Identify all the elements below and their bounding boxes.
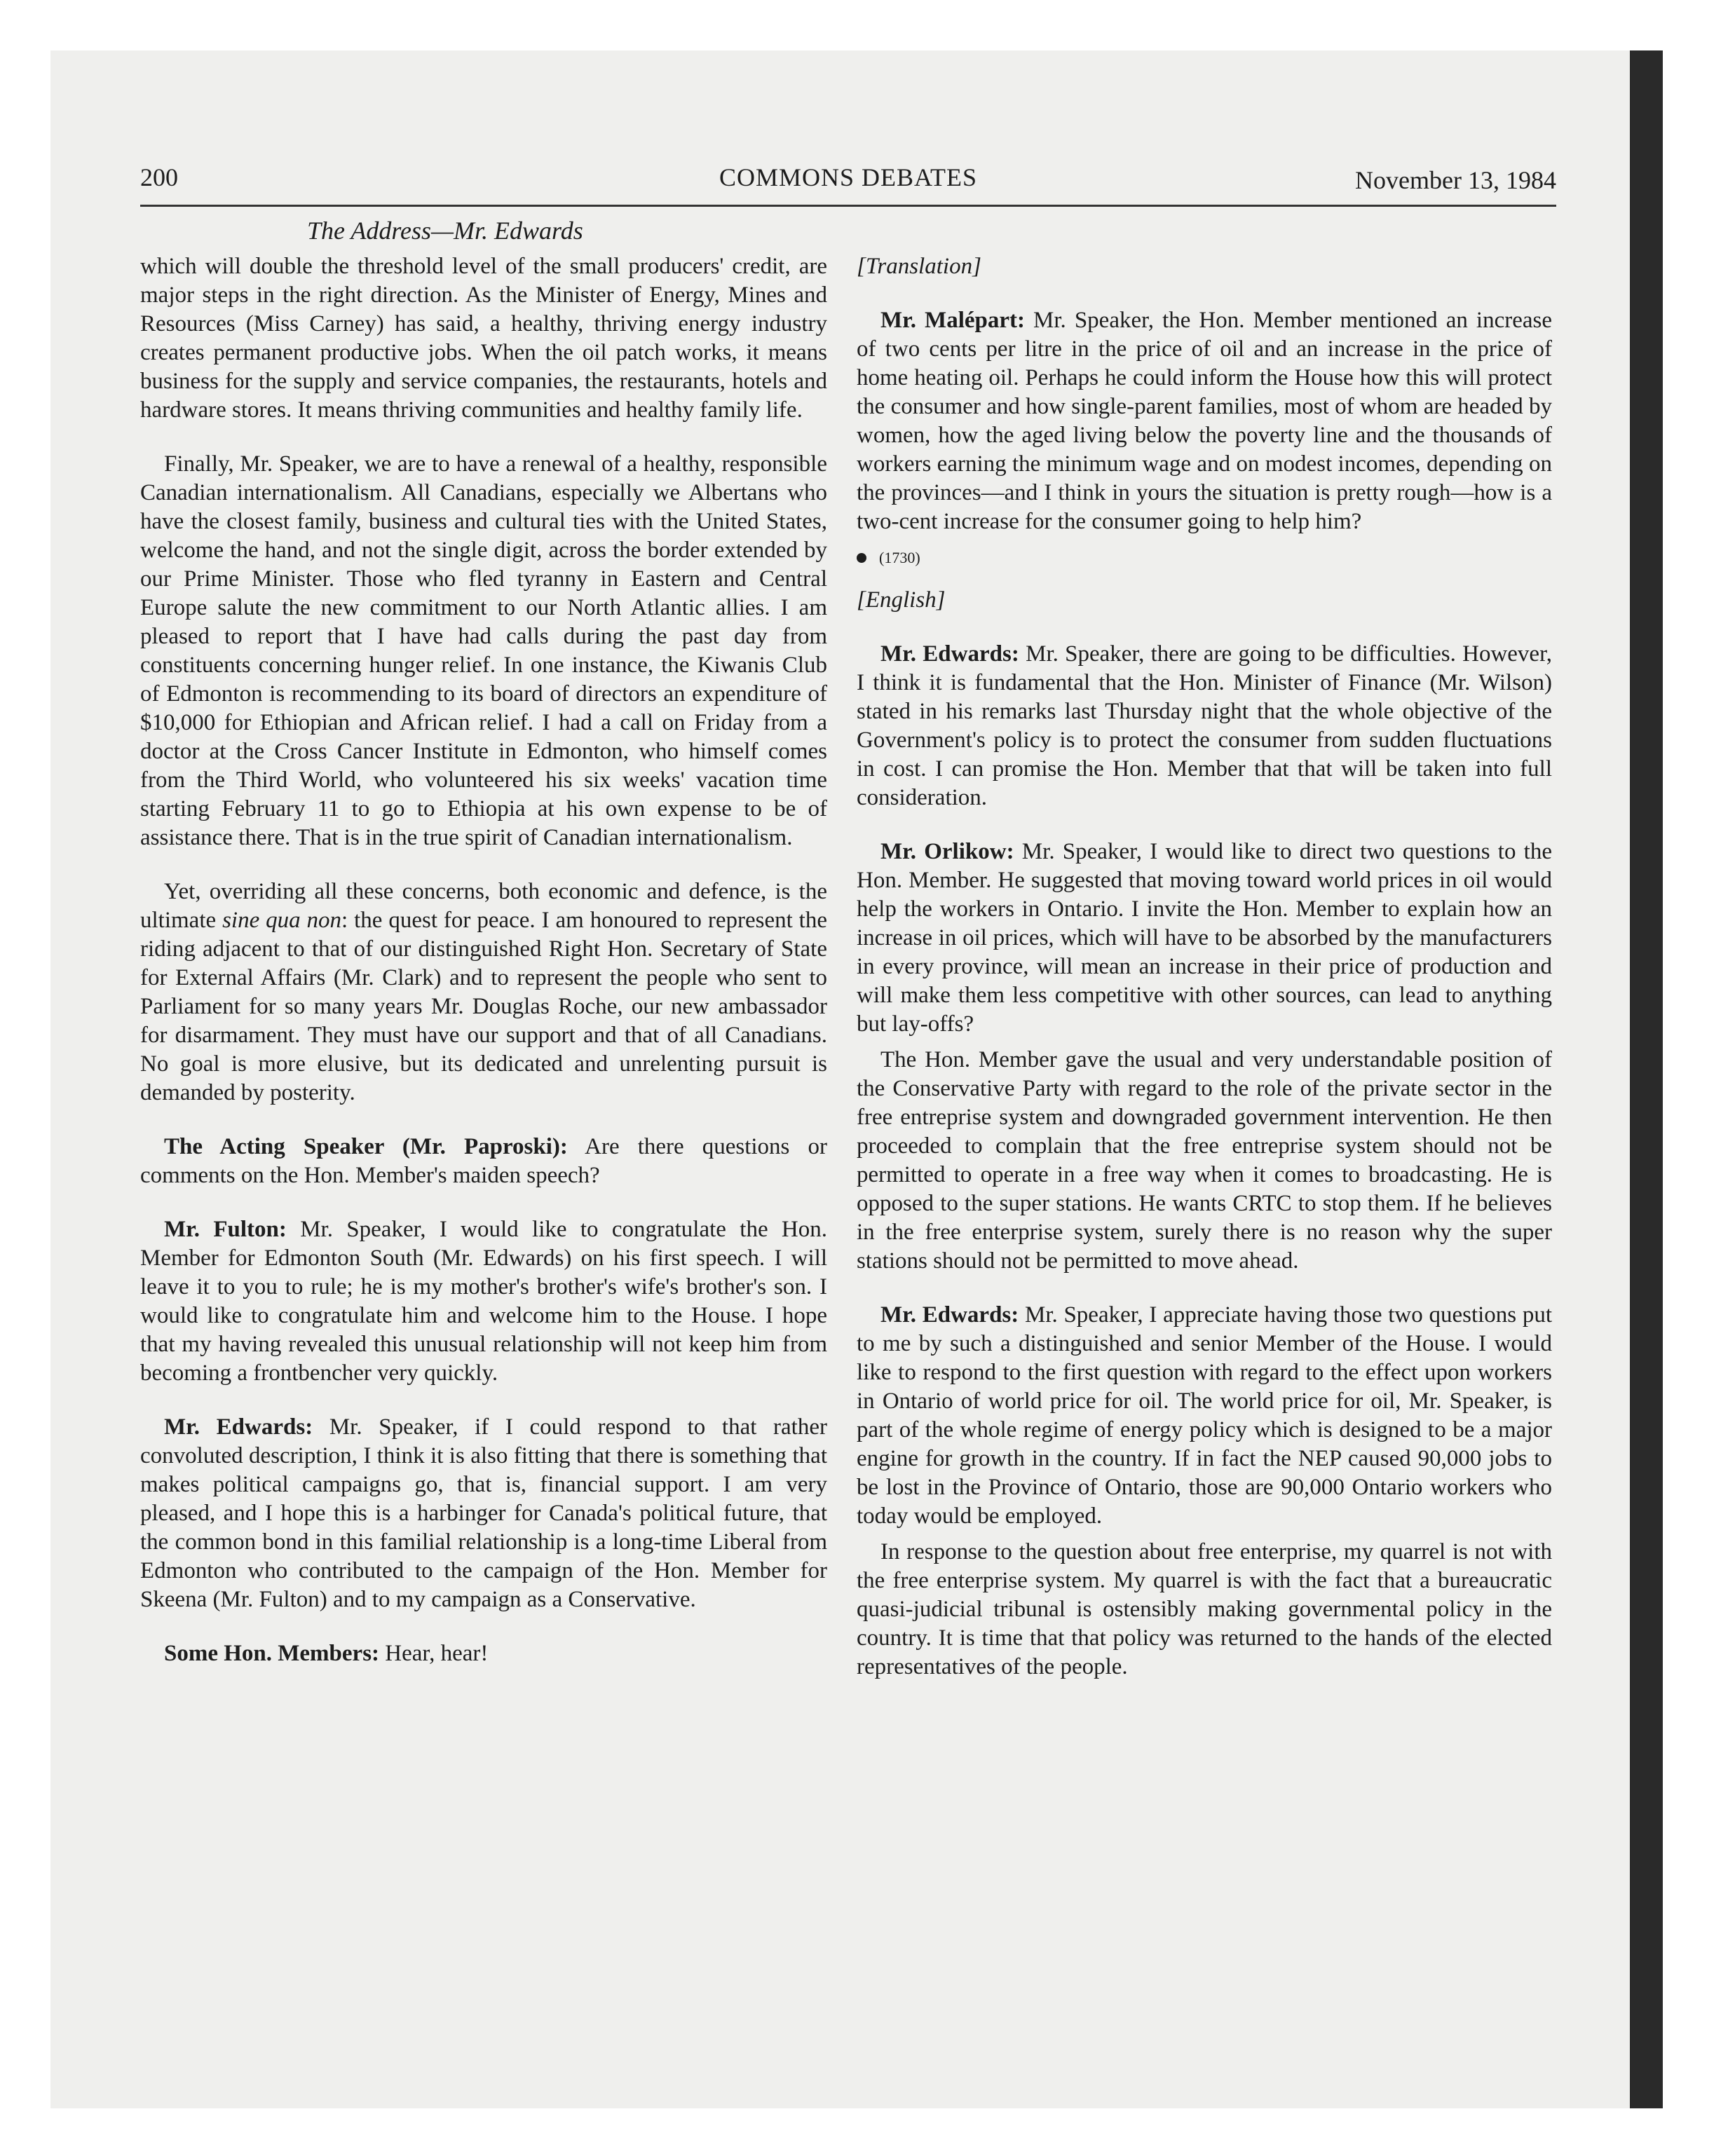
speech-paragraph [857, 640, 1552, 812]
speaker-name: Some Hon. Members: [164, 1641, 380, 1666]
speech-text: Mr. Speaker, I would like to direct two questions to the Hon. Member. He suggested that moving toward world prices in oil would help the workers in Ontario. I invite the Hon. Member to explain how an increase in oil prices, which will have to be absorbed by the manufacturers in every province, will mean an increase in their price of production and will make them less competitive with other sources, can lead to anything but lay-offs? [857, 839, 1552, 1037]
scan-edge-bar [1630, 50, 1663, 2108]
speech-text: Mr. Speaker, I would like to congratulate the Hon. Member for Edmonton South (Mr. Edwards) on his first speech. I will leave it to you to rule; he is my mother's brother's wife's brother's son. I would like to congratulate him and welcome him to the House. I hope that my having revealed this unusual relationship will not keep him from becoming a frontbencher very quickly. [140, 1217, 828, 1386]
language-marker: [Translation] [857, 254, 981, 279]
speaker-name: Mr. Edwards: [880, 641, 1019, 667]
speech-paragraph [857, 1301, 1552, 1531]
paragraph: Finally, Mr. Speaker, we are to have a renewal of a healthy, responsible Canadian internationalism. All Canadians, especially we Albertans who have the closest family, business and cultural ties with the United States, welcome the hand, and not the single digit, across the border extended by our Prime Minister. Those who fled tyranny in Eastern and Central Europe salute the new commitment to our North Atlantic allies. I am pleased to report that I have had calls during the past day from constituents concerning hunger relief. In one instance, the Kiwanis Club of Edmonton is recommending to its board of directors an expenditure of $10,000 for Ethiopian and African relief. I had a call on Friday from a doctor at the Cross Cancer Institute in Edmonton, who himself comes from the Third World, who volunteered his six weeks' vacation time starting February 11 to go to Ethiopia at his own expense to be of assistance there. That is in the true spirit of Canadian internationalism. [140, 451, 827, 850]
speaker-name: Mr. Edwards: [880, 1302, 1019, 1328]
language-marker: [English] [857, 587, 946, 613]
speaker-name: Mr. Orlikow: [880, 839, 1014, 864]
speech-text: Mr. Speaker, if I could respond to that rather convoluted description, I think it is also fitting that there is something that makes political campaigns go, that is, financial support. I am very pleased, and I hope this is a harbinger for Canada's political future, that the common bond in this familial relationship is a long-time Liberal from Edmonton who contributed to the campaign of the Hon. Member for Skeena (Mr. Fulton) and to my campaign as a Conservative. [140, 1414, 827, 1612]
speech-text: Mr. Speaker, there are going to be difficulties. However, I think it is fundamental that the Hon. Minister of Finance (Mr. Wilson) stated in his remarks last Thursday night that the whole objective of the Government's policy is to protect the consumer from sudden fluctuations in cost. I can promise the Hon. Member that that will be taken into full consideration. [857, 641, 1552, 810]
page-date: November 13, 1984 [1355, 166, 1556, 194]
speech-paragraph [857, 838, 1552, 1039]
left-column [140, 252, 827, 1693]
speaker-name: Mr. Malépart: [880, 308, 1025, 333]
speech-text: Mr. Speaker, I appreciate having those two questions put to me by such a distinguished and senior Member of the House. I would like to respond to the first question with regard to the effect upon workers in Ontario of world price for oil. The world price for oil, Mr. Speaker, is part of the whole regime of energy policy which is designed to be a major engine for growth in the country. If in fact the NEP caused 90,000 jobs to be lost in the Province of Ontario, those are 90,000 Ontario workers who today would be employed. [857, 1302, 1552, 1529]
right-column [857, 252, 1552, 1707]
paragraph [140, 878, 827, 1107]
speech-paragraph [140, 1413, 827, 1614]
time-marker-text: (1730) [879, 549, 920, 566]
bullet-icon [857, 553, 866, 563]
speaker-name: The Acting Speaker (Mr. Paproski): [164, 1134, 568, 1159]
running-title: COMMONS DEBATES [719, 163, 978, 191]
speech-text: Mr. Speaker, the Hon. Member mentioned an increase of two cents per litre in the price of oil and an increase in the price of home heating oil. Perhaps he could inform the House how this will protect the consumer and how single-parent families, most of whom are headed by women, how the aged living below the poverty line and the thousands of workers earning the minimum wage and on modest incomes, depending on the provinces—and I think in yours the situation is pretty rough—how is a two-cent increase for the consumer going to help him? [857, 308, 1552, 534]
section-heading: The Address—Mr. Edwards [307, 217, 583, 245]
speaker-name: Mr. Fulton: [164, 1217, 287, 1242]
paragraph: which will double the threshold level of the small producers' credit, are major steps in the right direction. As the Minister of Energy, Mines and Resources (Miss Carney) has said, a healthy, thriving energy industry creates permanent productive jobs. When the oil patch works, it means business for the supply and service companies, the restaurants, hotels and hardware stores. It means thriving communities and healthy family life. [140, 254, 827, 423]
text: Yet, overriding all these concerns, both economic and defence, is the ultimate [140, 879, 827, 933]
time-marker [857, 543, 1552, 572]
speaker-name: Mr. Edwards: [164, 1414, 313, 1440]
page-number: 200 [140, 163, 178, 191]
speech-paragraph [140, 1133, 827, 1190]
speech-paragraph [857, 306, 1552, 536]
speech-text: Hear, hear! [379, 1641, 489, 1666]
speech-paragraph [140, 1639, 827, 1668]
page-header [140, 163, 1556, 207]
speech-text: Are there questions or comments on the Hon. Member's maiden speech? [140, 1134, 827, 1188]
italic-phrase: sine qua non [222, 908, 342, 933]
speech-paragraph [140, 1215, 827, 1388]
paragraph: The Hon. Member gave the usual and very understandable position of the Conservative Party with regard to the role of the private sector in the free entreprise system and downgraded government intervention. He then proceeded to complain that the free entreprise system should not be permitted to operate in a free way when it comes to broadcasting. He is opposed to the super stations. He wants CRTC to stop them. If he believes in the free enterprise system, surely there is no reason why the super stations should not be permitted to move ahead. [857, 1047, 1552, 1274]
text: : the quest for peace. I am honoured to represent the riding adjacent to that of our distinguished Right Hon. Secretary of State for External Affairs (Mr. Clark) and to represent the people who sent to Parliament for so many years Mr. Douglas Roche, our new ambassador for disarmament. They must have our support and that of all Canadians. No goal is more elusive, but its dedicated and unrelenting pursuit is demanded by posterity. [140, 908, 827, 1105]
paragraph: In response to the question about free enterprise, my quarrel is not with the free enterprise system. My quarrel is with the fact that a bureaucratic quasi-judicial tribunal is ostensibly making governmental policy in the country. It is time that that policy was returned to the hands of the elected representatives of the people. [857, 1539, 1552, 1679]
